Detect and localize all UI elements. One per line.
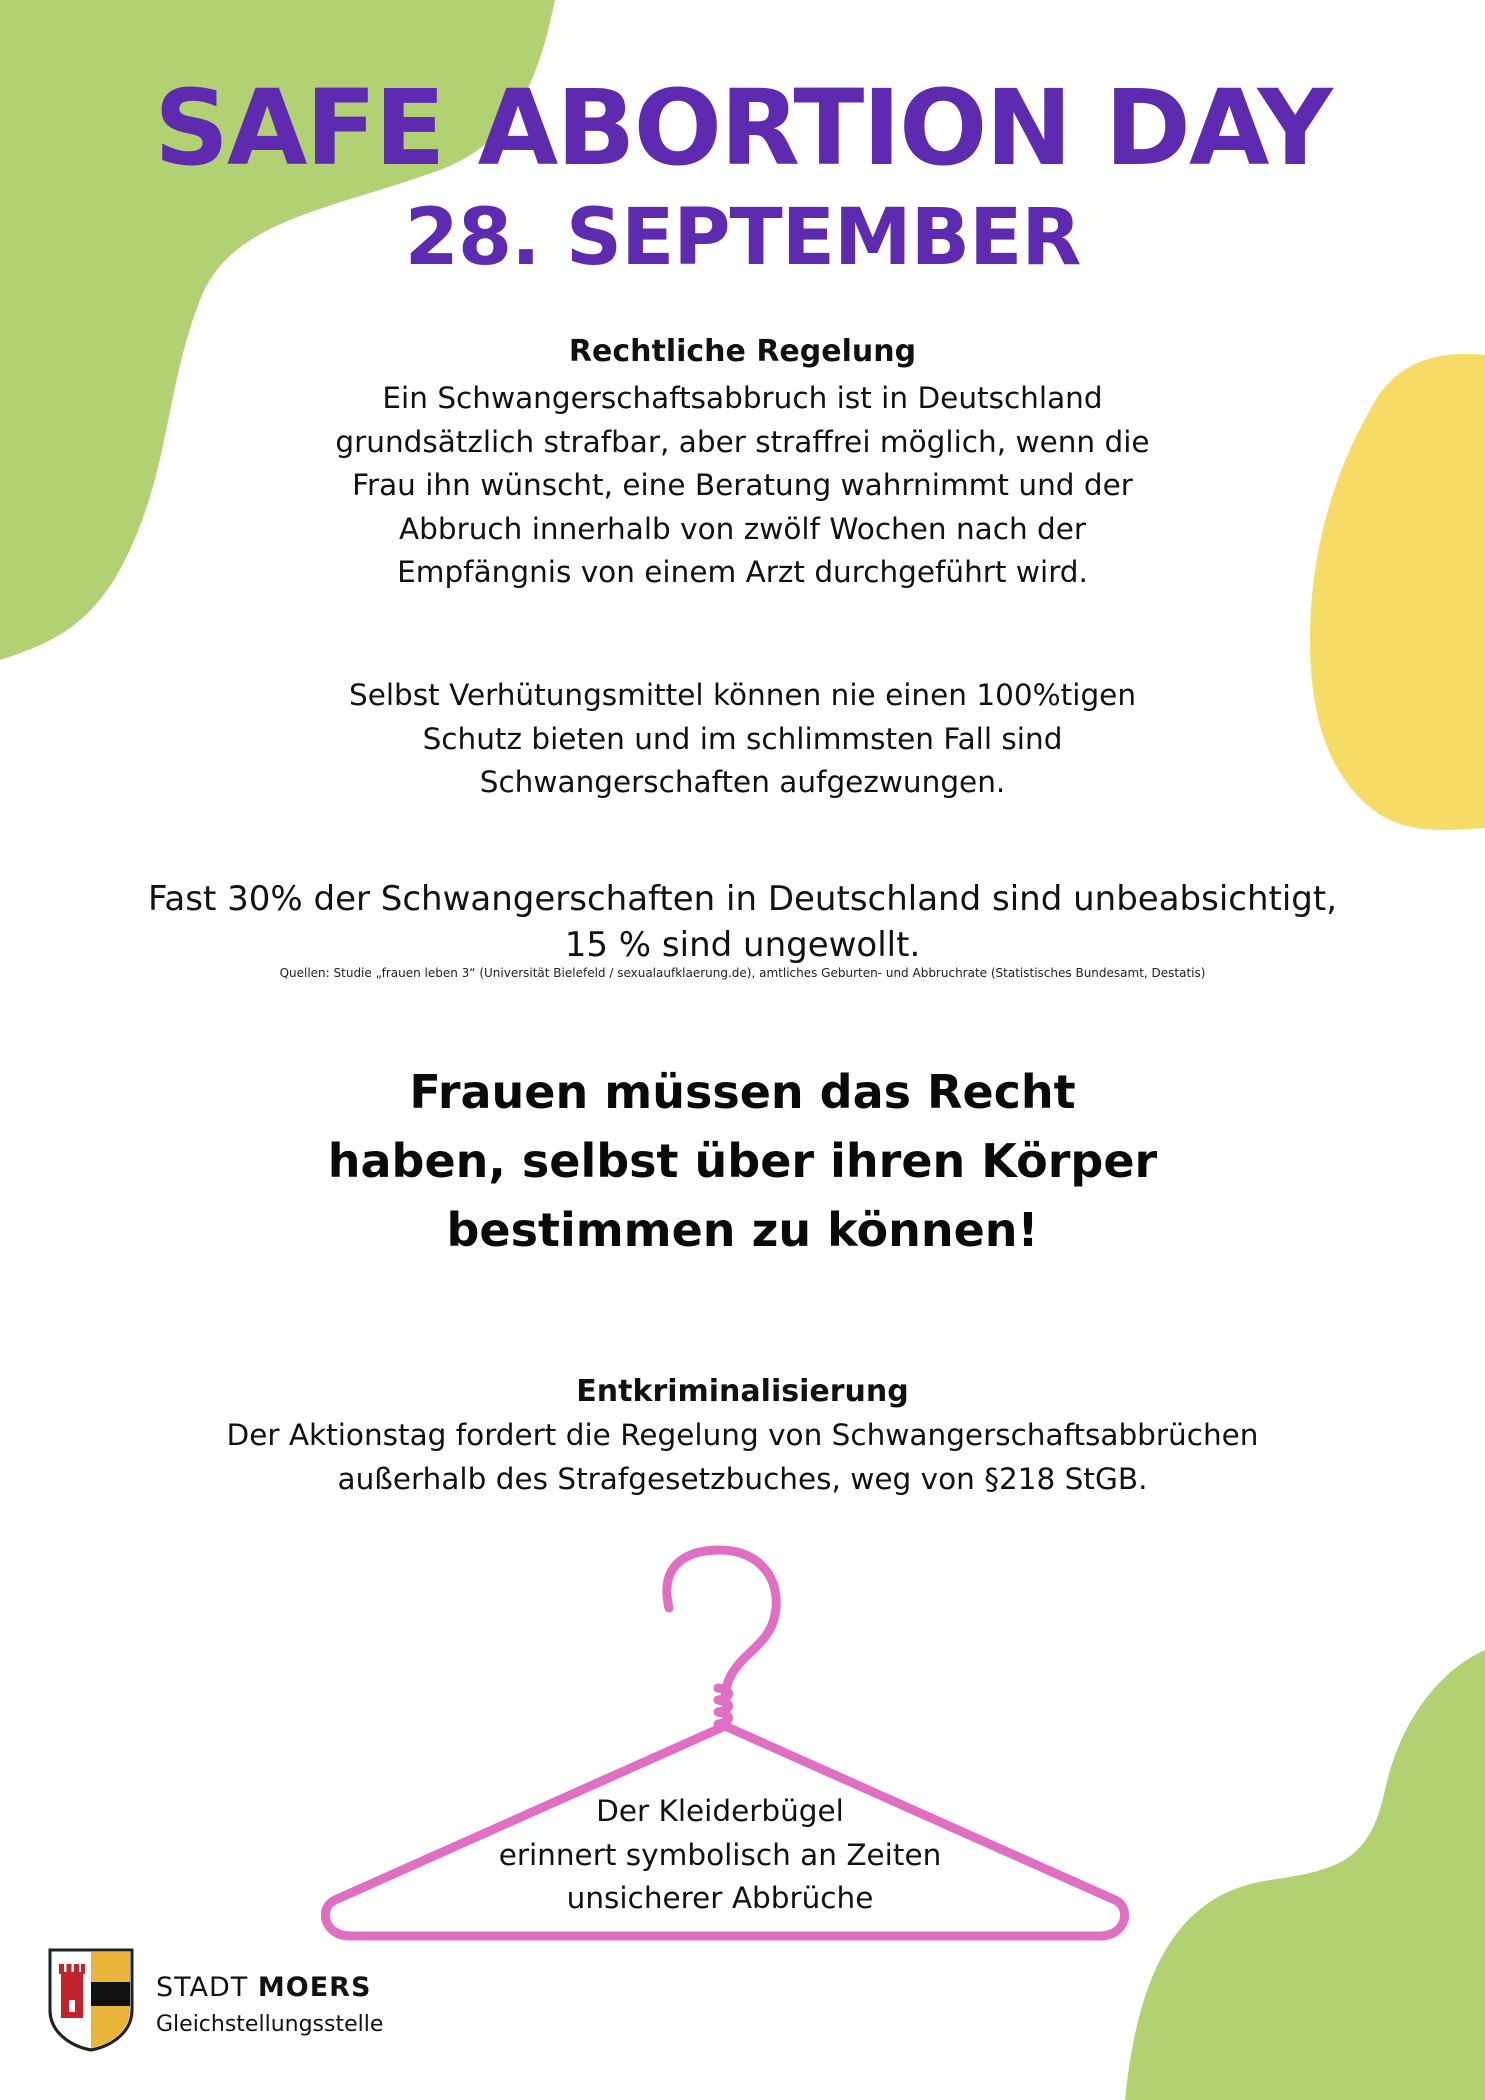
hanger-caption-line: Der Kleiderbügel [596, 1794, 844, 1828]
slogan-line: bestimmen zu können! [446, 1203, 1039, 1257]
contraception-line: Selbst Verhütungsmittel können nie einen 100%tigen [348, 678, 1137, 712]
legal-line: grundsätzlich strafbar, aber straffrei möglich, wenn die [335, 424, 1150, 459]
hanger-caption-line: unsicherer Abbrüche [566, 1881, 874, 1915]
slogan [0, 1058, 1485, 1265]
legal-line: Empfängnis von einem Arzt durchgeführt wird. [397, 555, 1088, 589]
sources-note: Quellen: Studie „frauen leben 3“ (Universität Bielefeld / sexualaufklaerung.de), amtliches Geburten- und Abbruchrate (Statistisches Bundesamt, Destatis) [279, 966, 1206, 980]
statistic-paragraph [0, 876, 1485, 968]
hanger-caption-line: erinnert symbolisch an Zeiten [498, 1837, 942, 1872]
legal-heading: Rechtliche Regelung [568, 334, 917, 369]
slogan-line: Frauen müssen das Recht [409, 1065, 1076, 1119]
legal-line: Abbruch innerhalb von zwölf Wochen nach der [398, 511, 1087, 546]
page-title: SAFE ABORTION DAY [154, 67, 1331, 189]
statistic-line: 15 % sind ungewollt. [564, 925, 921, 965]
logo-department: Gleichstellungsstelle [156, 2012, 384, 2037]
legal-line: Frau ihn wünscht, eine Beratung wahrnimmt und der [352, 468, 1133, 502]
event-date: 28. SEPTEMBER [404, 193, 1081, 283]
contraception-paragraph [0, 674, 1485, 805]
slogan-line: haben, selbst über ihren Körper [327, 1134, 1158, 1188]
city-crest-icon [48, 1948, 134, 2052]
city-logo [48, 1948, 418, 2058]
statistic-line: Fast 30% der Schwangerschaften in Deutschland sind unbeabsichtigt, [147, 879, 1338, 919]
contraception-line: Schwangerschaften aufgezwungen. [479, 765, 1006, 799]
legal-paragraph [0, 377, 1485, 595]
decriminalization-paragraph [0, 1414, 1485, 1501]
logo-city-prefix: STADT [156, 1972, 249, 2003]
logo-city-bold: MOERS [257, 1972, 372, 2003]
contraception-line: Schutz bieten und im schlimmsten Fall sind [422, 721, 1063, 756]
logo-city-name [156, 1972, 371, 2003]
green-blob-bottom-right [1125, 1650, 1485, 2100]
decriminalization-line: Der Aktionstag fordert die Regelung von Schwangerschaftsabbrüchen [226, 1418, 1259, 1452]
hanger-caption [420, 1790, 1020, 1921]
decriminalization-line: außerhalb des Strafgesetzbuches, weg von §218 StGB. [337, 1461, 1148, 1496]
decriminalization-heading: Entkriminalisierung [576, 1374, 909, 1409]
legal-line: Ein Schwangerschaftsabbruch ist in Deutschland [382, 381, 1103, 415]
